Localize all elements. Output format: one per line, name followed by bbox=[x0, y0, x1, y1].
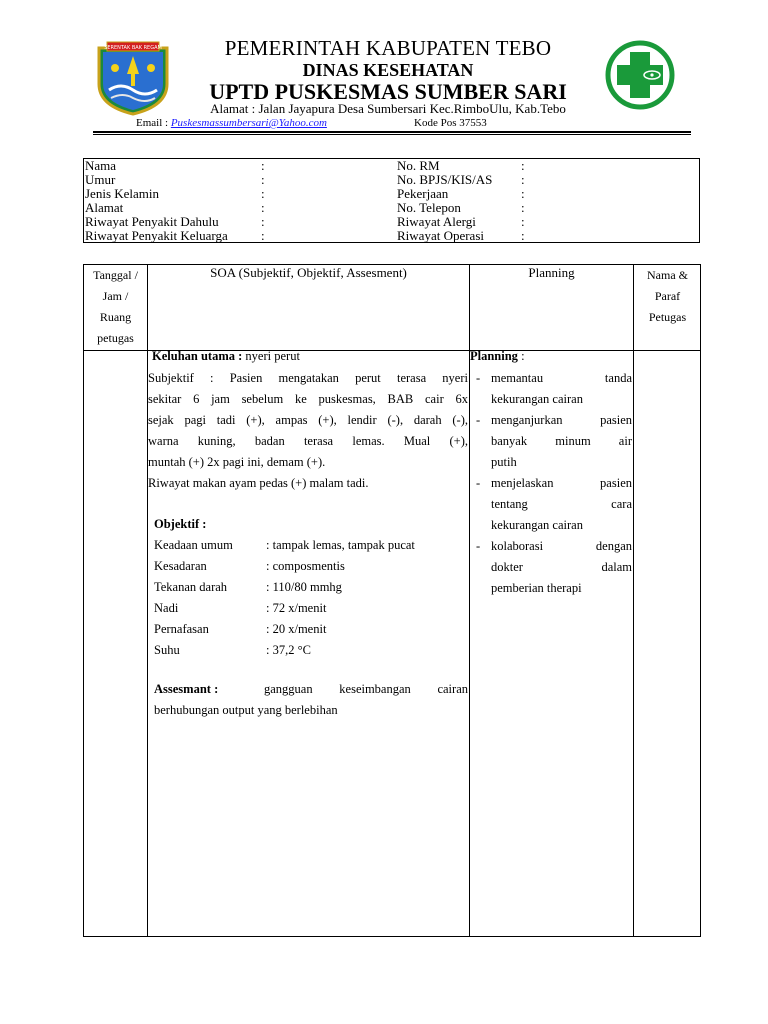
info-colon: : bbox=[521, 200, 525, 215]
assesment-line: gangguan keseimbangan cairan bbox=[264, 682, 468, 696]
government-title: PEMERINTAH KABUPATEN TEBO bbox=[224, 36, 552, 60]
assesment-label: Assesmant : bbox=[154, 682, 219, 696]
header-tanggal-line: Ruang bbox=[99, 310, 132, 324]
header-tanggal-line: petugas bbox=[97, 331, 134, 345]
planning-line: kekurangan cairan bbox=[491, 518, 583, 532]
subjektif-line: sejak pagi tadi (+), ampas (+), lendir (-), darah (-), bbox=[148, 413, 468, 427]
email-line bbox=[136, 117, 327, 129]
keluhan-utama bbox=[152, 346, 300, 367]
planning-line: kekurangan cairan bbox=[491, 392, 583, 406]
info-label-no-bpjs: No. BPJS/KIS/AS bbox=[397, 172, 493, 187]
info-colon: : bbox=[261, 158, 265, 173]
objektif-value-keadaan: : tampak lemas, tampak pucat bbox=[266, 538, 415, 552]
objektif-label: Objektif : bbox=[154, 517, 207, 531]
info-label-alamat: Alamat bbox=[85, 200, 124, 215]
planning-line: memantau tanda bbox=[491, 371, 632, 385]
header-divider bbox=[93, 131, 691, 133]
planning-line: tentang cara bbox=[491, 497, 632, 511]
planning-line: putih bbox=[491, 455, 517, 469]
info-colon: : bbox=[521, 214, 525, 229]
header-soa: SOA (Subjektif, Objektif, Assesment) bbox=[210, 265, 407, 280]
subjektif-line: muntah (+) 2x pagi ini, demam (+). bbox=[148, 455, 326, 469]
objektif-label-suhu: Suhu bbox=[154, 643, 180, 657]
planning-bullet: - bbox=[476, 413, 481, 427]
objektif-label-tekanan: Tekanan darah bbox=[154, 580, 228, 594]
header-tanggal-line: Tanggal / bbox=[93, 268, 138, 282]
info-colon: : bbox=[261, 214, 265, 229]
objektif-value-tekanan: : 110/80 mmhg bbox=[266, 580, 342, 594]
planning-line: menjelaskan pasien bbox=[491, 476, 632, 490]
email-link[interactable]: Puskesmassumbersari@Yahoo.com bbox=[170, 117, 327, 129]
info-colon: : bbox=[261, 228, 265, 243]
department-title: DINAS KESEHATAN bbox=[302, 60, 474, 80]
objektif-label-kesadaran: Kesadaran bbox=[154, 559, 207, 573]
objektif-value-pernafasan: : 20 x/menit bbox=[266, 622, 327, 636]
info-label-riwayat-operasi: Riwayat Operasi bbox=[397, 228, 485, 243]
patient-info-box bbox=[83, 158, 700, 243]
puskesmas-cross-icon bbox=[604, 40, 676, 110]
objektif-label-pernafasan: Pernafasan bbox=[154, 622, 209, 636]
info-colon: : bbox=[261, 200, 265, 215]
info-colon: : bbox=[261, 172, 265, 187]
planning-bullet: - bbox=[476, 539, 481, 553]
email-label: Email : bbox=[136, 117, 171, 129]
info-label-riwayat-penyakit-keluarga: Riwayat Penyakit Keluarga bbox=[85, 228, 228, 243]
objektif-value-kesadaran: : composmentis bbox=[266, 559, 345, 573]
svg-text:SERENTAK BAK REGAM: SERENTAK BAK REGAM bbox=[104, 45, 162, 51]
objektif-label-keadaan: Keadaan umum bbox=[154, 538, 233, 552]
header-divider-thin bbox=[93, 134, 691, 135]
header-nama-line: Paraf bbox=[654, 289, 681, 303]
column-divider bbox=[147, 265, 148, 936]
info-label-riwayat-alergi: Riwayat Alergi bbox=[397, 214, 476, 229]
subjektif-line: warna kuning, badan terasa lemas. Mual (+), bbox=[148, 434, 468, 448]
riwayat-makan: Riwayat makan ayam pedas (+) malam tadi. bbox=[148, 476, 369, 490]
header-nama-line: Petugas bbox=[648, 310, 687, 324]
info-label-no-rm: No. RM bbox=[397, 158, 440, 173]
planning-bullet: - bbox=[476, 371, 481, 385]
info-colon: : bbox=[521, 158, 525, 173]
column-divider bbox=[633, 265, 634, 936]
institution-title: UPTD PUSKESMAS SUMBER SARI bbox=[209, 79, 567, 104]
info-label-nama: Nama bbox=[85, 158, 117, 173]
keluhan-label: Keluhan utama : bbox=[152, 349, 243, 363]
planning-colon: : bbox=[517, 349, 525, 363]
subjektif-line: sekitar 6 jam sebelum ke puskesmas, BAB cair 6x bbox=[148, 392, 468, 406]
planning-line: pemberian therapi bbox=[491, 581, 582, 595]
planning-label bbox=[470, 346, 525, 367]
header-nama-paraf bbox=[634, 265, 701, 328]
planning-line: banyak minum air bbox=[491, 434, 632, 448]
planning-line: kolaborasi dengan bbox=[491, 539, 632, 553]
address-text: Alamat : Jalan Jayapura Desa Sumbersari Kec.RimboUlu, Kab.Tebo bbox=[210, 101, 566, 116]
planning-line: menganjurkan pasien bbox=[491, 413, 632, 427]
planning-bullet: - bbox=[476, 476, 481, 490]
info-label-jenis-kelamin: Jenis Kelamin bbox=[85, 186, 160, 201]
objektif-label-nadi: Nadi bbox=[154, 601, 179, 615]
subjektif-line: Subjektif : Pasien mengatakan perut terasa nyeri bbox=[148, 371, 468, 385]
header-nama-line: Nama & bbox=[647, 268, 688, 282]
header-planning: Planning bbox=[528, 265, 575, 280]
keluhan-value: nyeri perut bbox=[242, 349, 300, 363]
header-tanggal bbox=[84, 265, 147, 349]
info-label-riwayat-penyakit-dahulu: Riwayat Penyakit Dahulu bbox=[85, 214, 219, 229]
soap-table bbox=[83, 264, 701, 937]
info-colon: : bbox=[521, 228, 525, 243]
info-label-no-telepon: No. Telepon bbox=[397, 200, 461, 215]
info-colon: : bbox=[521, 186, 525, 201]
info-colon: : bbox=[521, 172, 525, 187]
objektif-value-nadi: : 72 x/menit bbox=[266, 601, 327, 615]
assesment-line: berhubungan output yang berlebihan bbox=[154, 703, 338, 717]
objektif-value-suhu: : 37,2 °C bbox=[266, 643, 311, 657]
planning-label-text: Planning bbox=[470, 349, 518, 363]
info-label-umur: Umur bbox=[85, 172, 116, 187]
info-label-pekerjaan: Pekerjaan bbox=[397, 186, 449, 201]
header-tanggal-line: Jam / bbox=[102, 289, 129, 303]
info-colon: : bbox=[261, 186, 265, 201]
planning-line: dokter dalam bbox=[491, 560, 632, 574]
postal-code: Kode Pos 37553 bbox=[414, 117, 487, 129]
